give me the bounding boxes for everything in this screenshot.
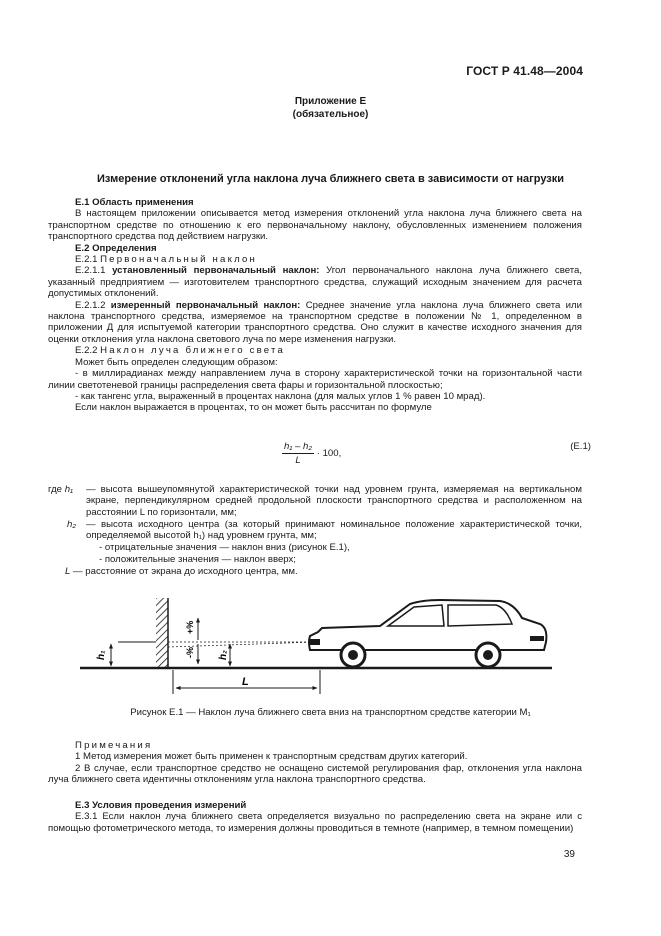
formula-e1 [282,441,341,466]
section-e2-heading: Е.2 Определения [75,242,157,254]
percent-markers [185,618,198,664]
section-e22-item-2: - как тангенс угла, выраженный в процентах наклона (для малых углов 1 % равен 10 мрад). [75,390,486,402]
section-e212-term: измеренный первоначальный наклон: [110,299,301,311]
figure-e1-caption: Рисунок Е.1 — Наклон луча ближнего света вниз на транспортном средстве категории M₁ [130,707,531,718]
section-e1-text: В настоящем приложении описывается метод измерения отклонений угла наклона луча ближнего света на транспортном средстве по отношению к его первоначальному наклону, обусловленных изменением положения транспортного средства под действием нагрузки. [48,208,582,243]
section-e22-title: Наклон луча ближнего света [100,345,286,357]
formula-fraction [282,441,314,466]
section-e21-number: Е.2.1 [75,254,98,266]
note-1: 1 Метод измерения может быть применен к транспортным средствам других категорий. [75,751,468,763]
section-e21-title: Первоначальный наклон [100,254,258,266]
where-h1-symbol: h₁ [64,484,74,495]
where-L-line [65,566,298,577]
section-e22-item-1: - в миллирадианах между направлением луча в сторону характеристической точки на горизонтальной части линии светотеневой границы распределения света фары и горизонтальной плоскостью; [48,368,582,391]
where-L-definition: — расстояние от экрана до исходного центра, мм. [73,566,298,577]
screen-wall [156,598,168,668]
section-e22-heading [48,345,582,356]
L-dimension [173,670,320,694]
where-prefix: где h₁ [48,484,74,495]
section-e22-number: Е.2.2 [75,345,98,357]
minus-percent-label: -% [185,647,195,658]
light-beam [168,642,316,647]
where-h2-definition: — высота исходного центра (за который принимают номинальное положение характеристической точки, определяемой высотой h₁) над уровнем грунта, мм; [86,519,582,542]
document-code: ГОСТ Р 41.48—2004 [466,64,583,78]
plus-percent-label: +% [185,620,195,634]
section-e22-intro: Может быть определен следующим образом: [75,356,278,368]
formula-denominator: L [295,455,301,466]
where-h2-negative: - отрицательные значения — наклон вниз (рисунок Е.1), [99,542,350,553]
h2-label: h₂ [218,650,229,660]
notes-heading: Примечания [75,740,153,751]
body-text-section [48,197,582,414]
where-h2-positive: - положительные значения — наклон вверх; [99,554,296,565]
where-h1-definition: — высота вышеупомянутой характеристической точки над уровнем грунта, измеряемая на вертикальном экране, перпендикулярном средней продольной плоскости транспортного средства и расположенном на расстоянии L по горизонтали, мм; [86,484,582,518]
section-e3 [48,800,582,834]
section-e212 [48,300,582,346]
formula-numerator: h₁ – h₂ [284,441,313,452]
car-silhouette [309,600,546,667]
notes-block [48,740,582,786]
section-e211-term: установленный первоначальный наклон: [112,265,320,277]
L-label: L [242,676,249,688]
section-e211-text: Угол первоначального наклона луча ближнего света, указанный предприятием — изготовителем транспортного средства, служащий исходным значением для расчета допустимых отклонений. [48,265,583,300]
note-2: 2 В случае, если транспортное средство не оснащено системой регулирования фар, отклонения угла наклона луча ближнего света идентичны отклонениям угла наклона транспортного средства. [48,762,582,786]
figure-e1-diagram [70,592,570,702]
formula-factor: · 100, [316,448,342,460]
section-e31-text: Е.3.1 Если наклон луча ближнего света определяется визуально по распределению света на экране или с помощью фотометрического метода, то измерения должны проводиться в темноте (например, в темном помещении) [48,811,582,834]
section-e212-number: Е.2.1.2 [75,299,106,311]
where-h2-symbol: h₂ [67,519,76,530]
annex-title: Приложение Е [294,96,367,107]
where-L-symbol: L [65,566,71,577]
section-e211-number: Е.2.1.1 [75,265,106,277]
section-e21-heading [48,254,582,265]
h1-label: h₁ [96,650,107,660]
section-e212-text: Среднее значение угла наклона луча ближнего света или наклона транспортного средства, измеряемое на транспортном средстве в положении № 1, определенном в приложении Д для испытуемой категории транспортного средства. Оно служит в качестве исходного значения для оценки отклонения угла наклона светового луча по мере изменения нагрузки. [48,299,582,345]
annex-subtitle: (обязательное) [292,109,369,120]
formula-number: (Е.1) [570,441,591,452]
h2-dimension [218,644,230,666]
annex-main-title: Измерение отклонений угла наклона луча ближнего света в зависимости от нагрузки [96,173,565,185]
section-e22-percent: Если наклон выражается в процентах, то он может быть рассчитан по формуле [75,402,432,414]
section-e1-heading: Е.1 Область применения [75,197,194,208]
h1-dimension [96,642,156,666]
section-e211 [48,265,582,299]
section-e3-heading: Е.3 Условия проведения измерений [75,800,247,811]
page-number: 39 [563,849,575,860]
